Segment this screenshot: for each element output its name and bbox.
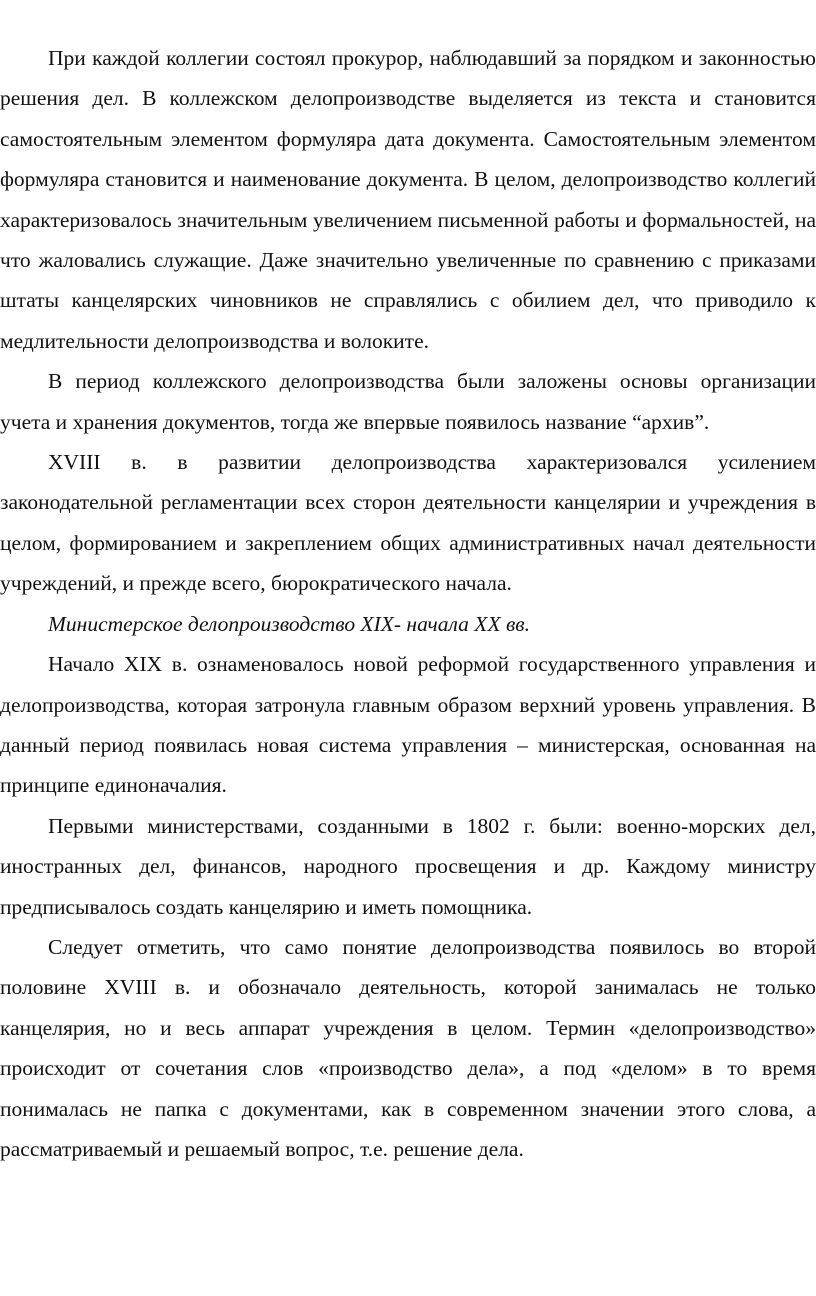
paragraph-xix-reform: Начало XIX в. ознаменовалось новой реформой государственного управления и делопроизводства, которая затронула главным образом верхний уровень управления. В данный период появилась новая система управления – министерская, основанная на принципе единоначалия. — [0, 652, 816, 798]
paragraph-archive: В период коллежского делопроизводства были заложены основы организации учета и хранения документов, тогда же впервые появилось название “архив”. — [0, 369, 816, 434]
paragraph-term-definition: Следует отметить, что само понятие делопроизводства появилось во второй половине XVIII в. и обозначало деятельность, которой занималась не только канцелярия, но и весь аппарат учреждения в целом. Термин «делопроизводство» происходит от сочетания слов «производство дела», а под «делом» в то время понималась не папка с документами, как в современном значении этого слова, а рассматриваемый и решаемый вопрос, т.е. решение дела. — [0, 934, 816, 1161]
paragraph-xviii-century: XVIII в. в развитии делопроизводства характеризовался усилением законодательной регламентации всех сторон деятельности канцелярии и учреждения в целом, формированием и закреплением общих административных начал деятельности учреждений, и прежде всего, бюрократического начала. — [0, 450, 816, 596]
section-heading-ministerial: Министерское делопроизводство XIX- начала XX вв. — [48, 611, 530, 636]
paragraph-prosecutor: При каждой коллегии состоял прокурор, наблюдавший за порядком и законностью решения дел. В коллежском делопроизводстве выделяется из текста и становится самостоятельным элементом формуляра дата документа. Самостоятельным элементом формуляра становится и наименование документа. В целом, делопроизводство коллегий характеризовалось значительным увеличением письменной работы и формальностей, на что жаловались служащие. Даже значительно увеличенные по сравнению с приказами штаты канцелярских чиновников не справлялись с обилием дел, что приводило к медлительности делопроизводства и волоките. — [0, 46, 816, 353]
paragraph-first-ministries: Первыми министерствами, созданными в 1802 г. были: военно-морских дел, иностранных дел, финансов, народного просвещения и др. Каждому министру предписывалось создать канцелярию и иметь помощника. — [0, 813, 816, 919]
